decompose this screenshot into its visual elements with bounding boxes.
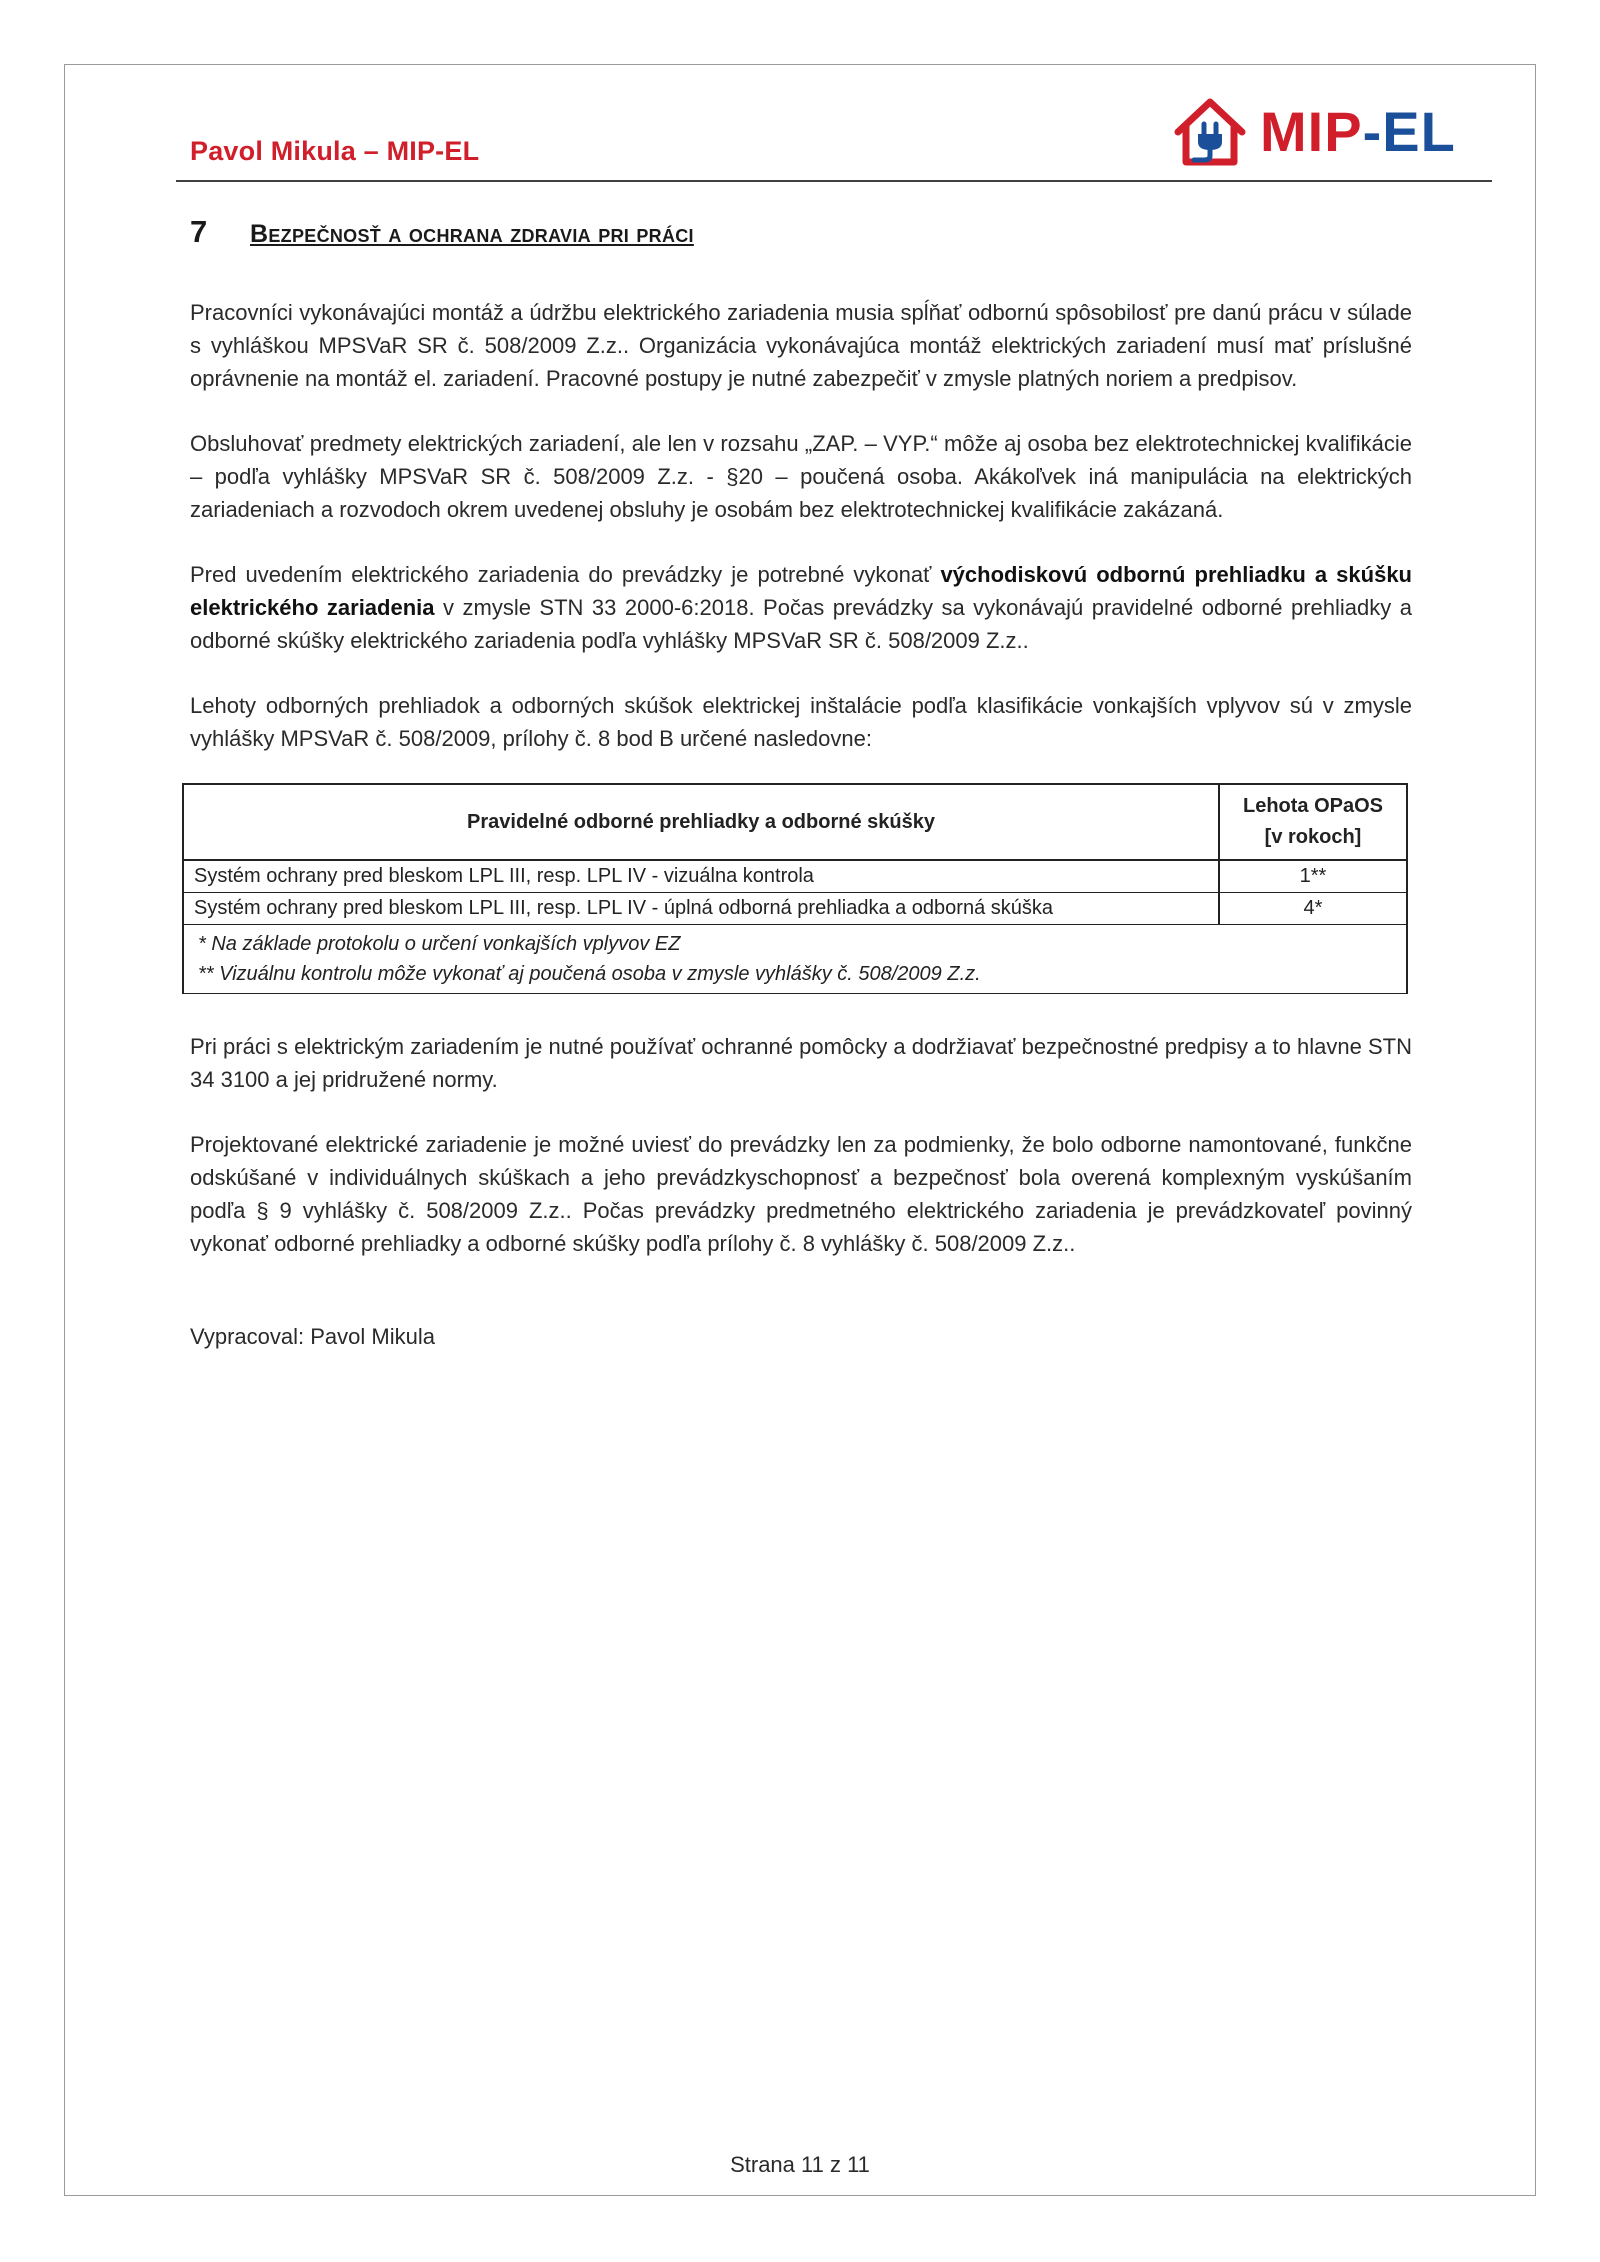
table-row bbox=[183, 860, 1407, 893]
paragraph-commissioning: Projektované elektrické zariadenie je možné uviesť do prevádzky len za podmienky, že bolo odborne namontované, funkčne odskúšané v individuálnych skúškach a jeho prevádzkyschopnosť a bezpečnosť bola overená komplexným vyskúšaním podľa § 9 vyhlášky č. 508/2009 Z.z.. Počas prevádzky predmetného elektrického zariadenia je prevádzkovateľ povinný vykonať odborné prehliadky a odborné skúšky podľa prílohy č. 8 vyhlášky č. 508/2009 Z.z.. bbox=[190, 1132, 1412, 1256]
header-author: Pavol Mikula – MIP-EL bbox=[190, 136, 480, 166]
paragraph-qualification: Pracovníci vykonávajúci montáž a údržbu elektrického zariadenia musia spĺňať odbornú spôsobilosť pre danú prácu v súlade s vyhláškou MPSVaR SR č. 508/2009 Z.z.. Organizácia vykonávajúca montáž elektrických zariadení musí mať príslušné oprávnenie na montáž el. zariadení. Pracovné postupy je nutné zabezpečiť v zmysle platných noriem a predpisov. bbox=[190, 300, 1412, 391]
page-header bbox=[176, 90, 1492, 182]
table-notes-row bbox=[183, 925, 1407, 994]
header-interval-line1: Lehota OPaOS bbox=[1242, 795, 1384, 817]
document-body bbox=[190, 214, 1412, 1350]
header-interval-line2: [v rokoch] bbox=[1264, 826, 1362, 848]
paragraph-intervals: Lehoty odborných prehliadok a odborných skúšok elektrickej inštalácie podľa klasifikácie vonkajších vplyvov sú v zmysle vyhlášky MPSVaR č. 508/2009, prílohy č. 8 bod B určené nasledovne: bbox=[190, 693, 1412, 751]
header-interval bbox=[1219, 784, 1407, 860]
signature: Vypracoval: Pavol Mikula bbox=[190, 1324, 435, 1349]
section-heading bbox=[190, 214, 1412, 250]
p3-before: Pred uvedením elektrického zariadenia do prevádzky je potrebné vykonať bbox=[190, 562, 941, 587]
paragraph-safety: Pri práci s elektrickým zariadením je nutné používať ochranné pomôcky a dodržiavať bezpečnostné predpisy a to hlavne STN 34 3100 a jej pridružené normy. bbox=[190, 1034, 1412, 1092]
house-plug-icon bbox=[1170, 94, 1250, 170]
page-footer: Strana 11 z 11 bbox=[730, 2152, 870, 2177]
paragraph-initial-inspection bbox=[190, 558, 1412, 657]
section-title: Bezpečnosť a ochrana zdravia pri práci bbox=[250, 220, 694, 248]
paragraph-operation: Obsluhovať predmety elektrických zariadení, ale len v rozsahu „ZAP. – VYP.“ môže aj osoba bez elektrotechnickej kvalifikácie – podľa vyhlášky MPSVaR SR č. 508/2009 Z.z. - §20 – poučená osoba. Akákoľvek iná manipulácia na elektrických zariadeniach a rozvodoch okrem uvedenej obsluhy je osobám bez elektrotechnickej kvalifikácie zakázaná. bbox=[190, 431, 1412, 522]
row-interval: 1** bbox=[1219, 860, 1407, 893]
row-name: Systém ochrany pred bleskom LPL III, resp. LPL IV - vizuálna kontrola bbox=[183, 860, 1219, 893]
row-name: Systém ochrany pred bleskom LPL III, resp. LPL IV - úplná odborná prehliadka a odborná skúška bbox=[183, 893, 1219, 925]
brand-suffix: EL bbox=[1382, 100, 1456, 163]
inspection-intervals-table bbox=[182, 783, 1408, 994]
row-interval: 4* bbox=[1219, 893, 1407, 925]
table-note-1: * Na základe protokolu o určení vonkajších vplyvov EZ bbox=[198, 933, 681, 955]
table-row bbox=[183, 893, 1407, 925]
brand-wordmark bbox=[1260, 100, 1456, 164]
section-number: 7 bbox=[190, 214, 208, 249]
table-note-2: ** Vizuálnu kontrolu môže vykonať aj poučená osoba v zmysle vyhlášky č. 508/2009 Z.z. bbox=[198, 963, 981, 985]
brand-main: MIP bbox=[1260, 100, 1363, 163]
brand-dash: - bbox=[1362, 100, 1383, 163]
p3-bold: východiskovú odbornú prehliadku a skúšku elektrického zariadenia bbox=[190, 562, 1412, 620]
brand-logo bbox=[1170, 94, 1490, 168]
table-header-row bbox=[183, 784, 1407, 860]
p3-after: v zmysle STN 33 2000-6:2018. Počas prevádzky sa vykonávajú pravidelné odborné prehliadky a odborné skúšky elektrického zariadenia podľa vyhlášky MPSVaR SR č. 508/2009 Z.z.. bbox=[190, 595, 1412, 653]
header-inspection-name: Pravidelné odborné prehliadky a odborné skúšky bbox=[183, 784, 1219, 860]
table-notes bbox=[183, 925, 1407, 994]
